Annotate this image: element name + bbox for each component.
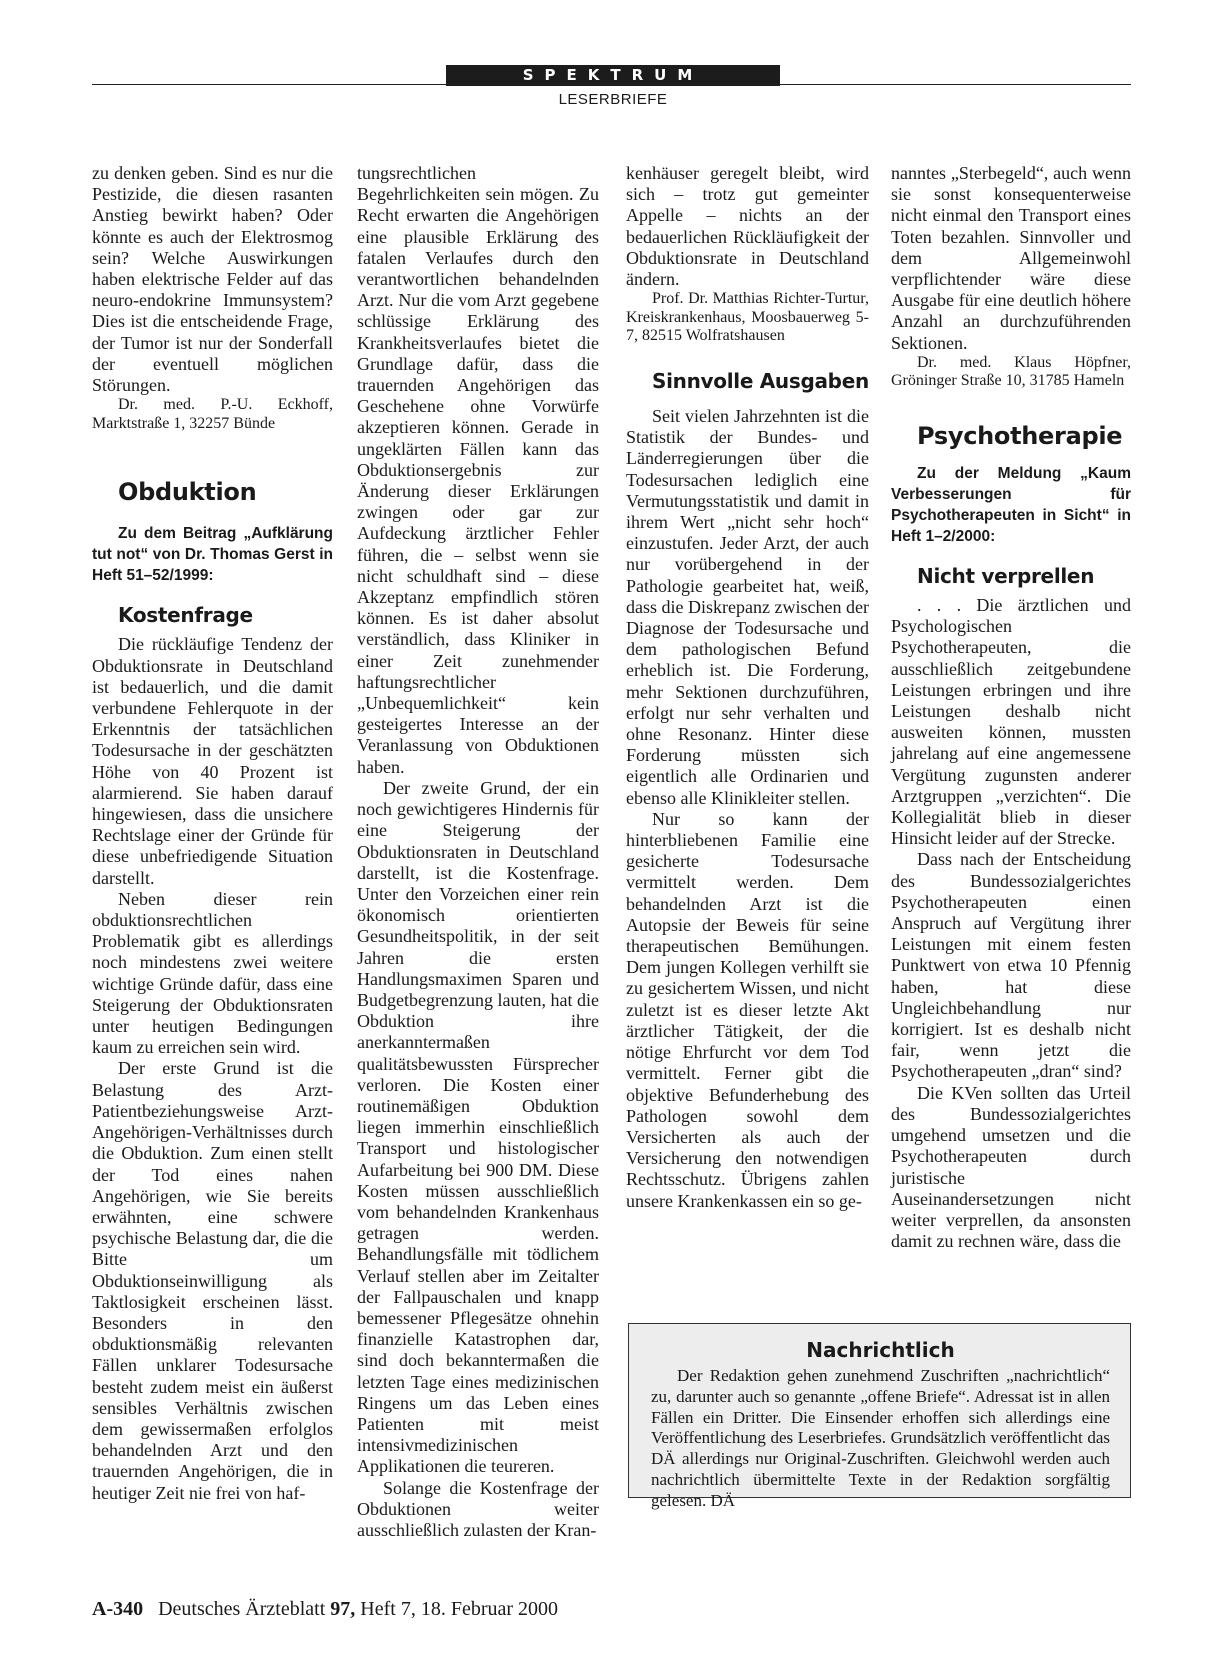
letter-signature: Dr. med. Klaus Höpfner, Gröninger Straße 10, 31785 Hameln — [891, 353, 1131, 390]
paragraph: Neben dieser rein obduktionsrechtlichen Problematik gibt es allerdings noch mindestens zwei weitere wichtige Gründe dafür, dass eine Steigerung der Obduktionsraten unter heutigen Bedingungen kaum zu erreichen sein wird. — [92, 888, 333, 1058]
paragraph: Die rückläufige Tendenz der Obduktionsrate in Deutschland ist bedauerlich, und die damit verbundene Fehlerquote in der Erkenntnis der tatsächlichen Todesursache in der geschätzten Höhe von 40 Prozent ist alarmierend. Sie haben darauf hingewiesen, dass die unsichere Rechtslage einer der Gründe für diese unbefriedigende Situation darstellt. — [92, 634, 333, 888]
letter-title: Nicht verprellen — [917, 564, 1095, 589]
info-box-title: Nachrichtlich — [806, 1338, 955, 1362]
paragraph: Solange die Kostenfrage der Obduktionen weiter ausschließlich zulasten der Kran- — [357, 1477, 599, 1540]
journal-name: Deutsches Ärzteblatt — [158, 1598, 326, 1620]
paragraph: Seit vielen Jahrzehnten ist die Statistik der Bundes- und Länderregierungen über die Todesursachen lediglich eine Vermutungsstatistik und damit in ihrem Wert „nicht sehr hoch“ einzustufen. Jeder Arzt, der auch nur vorübergehend in der Pathologie gearbeitet hat, weiß, dass die Diskrepanz zwischen der Diagnose der Todesursache und dem pathologischen Befund erheblich ist. Die Forderung, mehr Sektionen durchzuführen, erfolgt nur sehr verhalten und ohne Resonanz. Hinter diese Forderung müssten sich eigentlich alle Ordinarien und ebenso alle Klinikleiter stellen. — [626, 406, 869, 808]
section-subtitle: LESERBRIEFE — [558, 91, 668, 108]
letter-title: Kostenfrage — [118, 603, 253, 628]
volume-number: 97, — [330, 1598, 356, 1620]
article-reference: Zu dem Beitrag „Aufklärung tut not“ von Dr. Thomas Gerst in Heft 51–52/1999: — [92, 525, 333, 585]
section-heading: Obduktion — [118, 478, 257, 507]
page-footer — [92, 1598, 558, 1621]
paragraph: zu denken geben. Sind es nur die Pestizide, die diesen rasanten Anstieg bewirkt haben? Oder könnte es auch der Elektrosmog sein? Welche Auswirkungen haben elektrische Felder auf das neuro-endokrine Immunsystem? Dies ist die entscheidende Frage, der Tumor ist nur der Sonderfall der eventuell möglichen Störungen. — [92, 163, 333, 396]
issue-info: Heft 7, 18. Februar 2000 — [360, 1598, 559, 1620]
letter-signature: Prof. Dr. Matthias Richter-Turtur, Kreiskrankenhaus, Moosbauerweg 5-7, 82515 Wolfratshausen — [626, 290, 869, 345]
paragraph: Die KVen sollten das Urteil des Bundessozialgerichtes umgehend umsetzen und die Psychotherapeuten durch juristische Auseinandersetzungen nicht weiter verprellen, da ansonsten damit zu rechnen wäre, dass die — [891, 1082, 1131, 1252]
page-number: A-340 — [92, 1598, 144, 1620]
column-2 — [357, 163, 599, 1541]
paragraph: Der zweite Grund, der ein noch gewichtigeres Hindernis für eine Steigerung der Obduktionsraten in Deutschland darstellt, ist die Kostenfrage. Unter den Vorzeichen einer rein ökonomisch orientierten Gesundheitspolitik, in der seit Jahren die ersten Handlungsmaximen Sparen und Budgetbegrenzung lauten, hat die Obduktion ihre anerkanntermaßen qualitätsbewussten Fürsprecher verloren. Die Kosten einer routinemäßigen Obduktion liegen immerhin einschließlich Transport und histologischer Aufarbeitung bei 900 DM. Diese Kosten müssen ausschließlich vom behandelnden Krankenhaus getragen werden. Behandlungsfälle mit tödlichem Verlauf stellen aber im Zeitalter der Fallpauschalen und knapp bemessener Pflegesätze ohnehin finanzielle Katastrophen dar, sind doch bekanntermaßen die letzten Tage eines medizinischen Ringens um das Leben eines Patienten mit meist intensivmedizinischen Applikationen die teureren. — [357, 777, 599, 1477]
paragraph: tungsrechtlichen Begehrlichkeiten sein mögen. Zu Recht erwarten die Angehörigen eine plausible Erklärung des fatalen Verlaufes durch den verantwortlichen behandelnden Arzt. Nur die vom Arzt gegebene schlüssige Erklärung des Krankheitsverlaufes bietet die Grundlage dafür, dass die trauernden Angehörigen das Geschehene ohne Vorwürfe akzeptieren können. Gerade in ungeklärten Fällen kann das Obduktionsergebnis zur Änderung dieser Erklärungen zwingen oder gar zur Aufdeckung ärztlicher Fehler führen, die – selbst wenn sie nicht schuldhaft sind – diese Akzeptanz empfindlich stören können. Es ist daher absolut verständlich, dass Kliniker in einer Zeit zunehmender haftungsrechtlicher „Unbequemlichkeit“ kein gesteigertes Interesse an der Veranlassung von Obduktionen haben. — [357, 163, 599, 777]
letter-title: Sinnvolle Ausgaben — [652, 369, 869, 393]
letter-signature: Dr. med. P.-U. Eckhoff, Marktstraße 1, 32257 Bünde — [92, 396, 333, 432]
paragraph: nanntes „Sterbegeld“, auch wenn sie sonst konsequenterweise nicht einmal den Transport eines Toten bezahlen. Sinnvoller und dem Allgemeinwohl verpflichtender wäre diese Ausgabe für eine deutlich höhere Anzahl an durchzuführenden Sektionen. — [891, 163, 1131, 353]
info-box — [628, 1323, 1131, 1510]
paragraph: Dass nach der Entscheidung des Bundessozialgerichtes Psychotherapeuten einen Anspruch auf Vergütung ihrer Leistungen mit einem festen Punktwert von etwa 10 Pfennig haben, hat diese Ungleichbehandlung nur korrigiert. Ist es deshalb nicht fair, wenn jetzt die Psychotherapeuten „dran“ sind? — [891, 849, 1131, 1082]
article-reference: Zu der Meldung „Kaum Verbesserungen für Psychotherapeuten in Sicht“ in Heft 1–2/2000: — [891, 465, 1131, 546]
paragraph: Nur so kann der hinterbliebenen Familie eine gesicherte Todesursache vermittelt werden. Dem behandelnden Arzt ist die Autopsie der Beweis für seine therapeutischen Bemühungen. Dem jungen Kollegen verhilft sie zu gesichertem Wissen, und nicht zuletzt ist es dieser letzte Akt ärztlicher Tätigkeit, der die nötige Ehrfurcht vor dem Tod vermittelt. Ferner gibt die objektive Befunderhebung des Pathologen sowohl dem Versicherten als auch der Versicherung den notwendigen Rechtsschutz. Übrigens zahlen unsere Krankenkassen ein so ge- — [626, 808, 869, 1211]
section-banner: SPEKTRUM — [446, 65, 780, 86]
paragraph: Der erste Grund ist die Belastung des Arzt-Patientbeziehungsweise Arzt-Angehörigen-Verhältnisses durch die Obduktion. Zum einen stellt der Tod eines nahen Angehörigen, wie Sie bereits erwähnten, eine schwere psychische Belastung dar, die die Bitte um Obduktionseinwilligung als Taktlosigkeit erscheinen lässt. Besonders in den obduktionsmäßig relevanten Fällen unklarer Todesursache besteht zudem meist ein äußerst sensibles Verhältnis zwischen dem gewissermaßen erfolglos behandelnden Arzt und den trauernden Angehörigen, die in heutiger Zeit nie frei von haf- — [92, 1058, 333, 1503]
column-4 — [891, 163, 1131, 1252]
paragraph: kenhäuser geregelt bleibt, wird sich – trotz gut gemeinter Appelle – nichts an der bedauerlichen Rückläufigkeit der Obduktionsrate in Deutschland ändern. — [626, 163, 869, 290]
column-1 — [92, 163, 333, 1504]
paragraph: . . . Die ärztlichen und Psychologischen Psychotherapeuten, die ausschließlich zeitgebundene Leistungen erbringen und ihre Leistungen deshalb nicht ausweiten können, mussten jahrelang auf eine angemessene Vergütung zugunsten anderer Arztgruppen „verzichten“. Die Kollegialität blieb in dieser Hinsicht leider auf der Strecke. — [891, 595, 1131, 849]
info-box-text: Der Redaktion gehen zunehmend Zuschriften „nachrichtlich“ zu, darunter auch so genannte „offene Briefe“. Adressat ist in allen Fällen ein Dritter. Die Einsender erhoffen sich allerdings eine Veröffentlichung des Leserbriefes. Grundsätzlich veröffentlicht das DÄ allerdings nur Original-Zuschriften. Gleichwohl werden auch nachrichtlich übermittelte Texte in der Redaktion sorgfältig gelesen. DÄ — [651, 1366, 1110, 1510]
column-3 — [626, 163, 869, 1212]
header-rule — [92, 84, 1131, 85]
section-heading: Psychotherapie — [917, 422, 1123, 451]
